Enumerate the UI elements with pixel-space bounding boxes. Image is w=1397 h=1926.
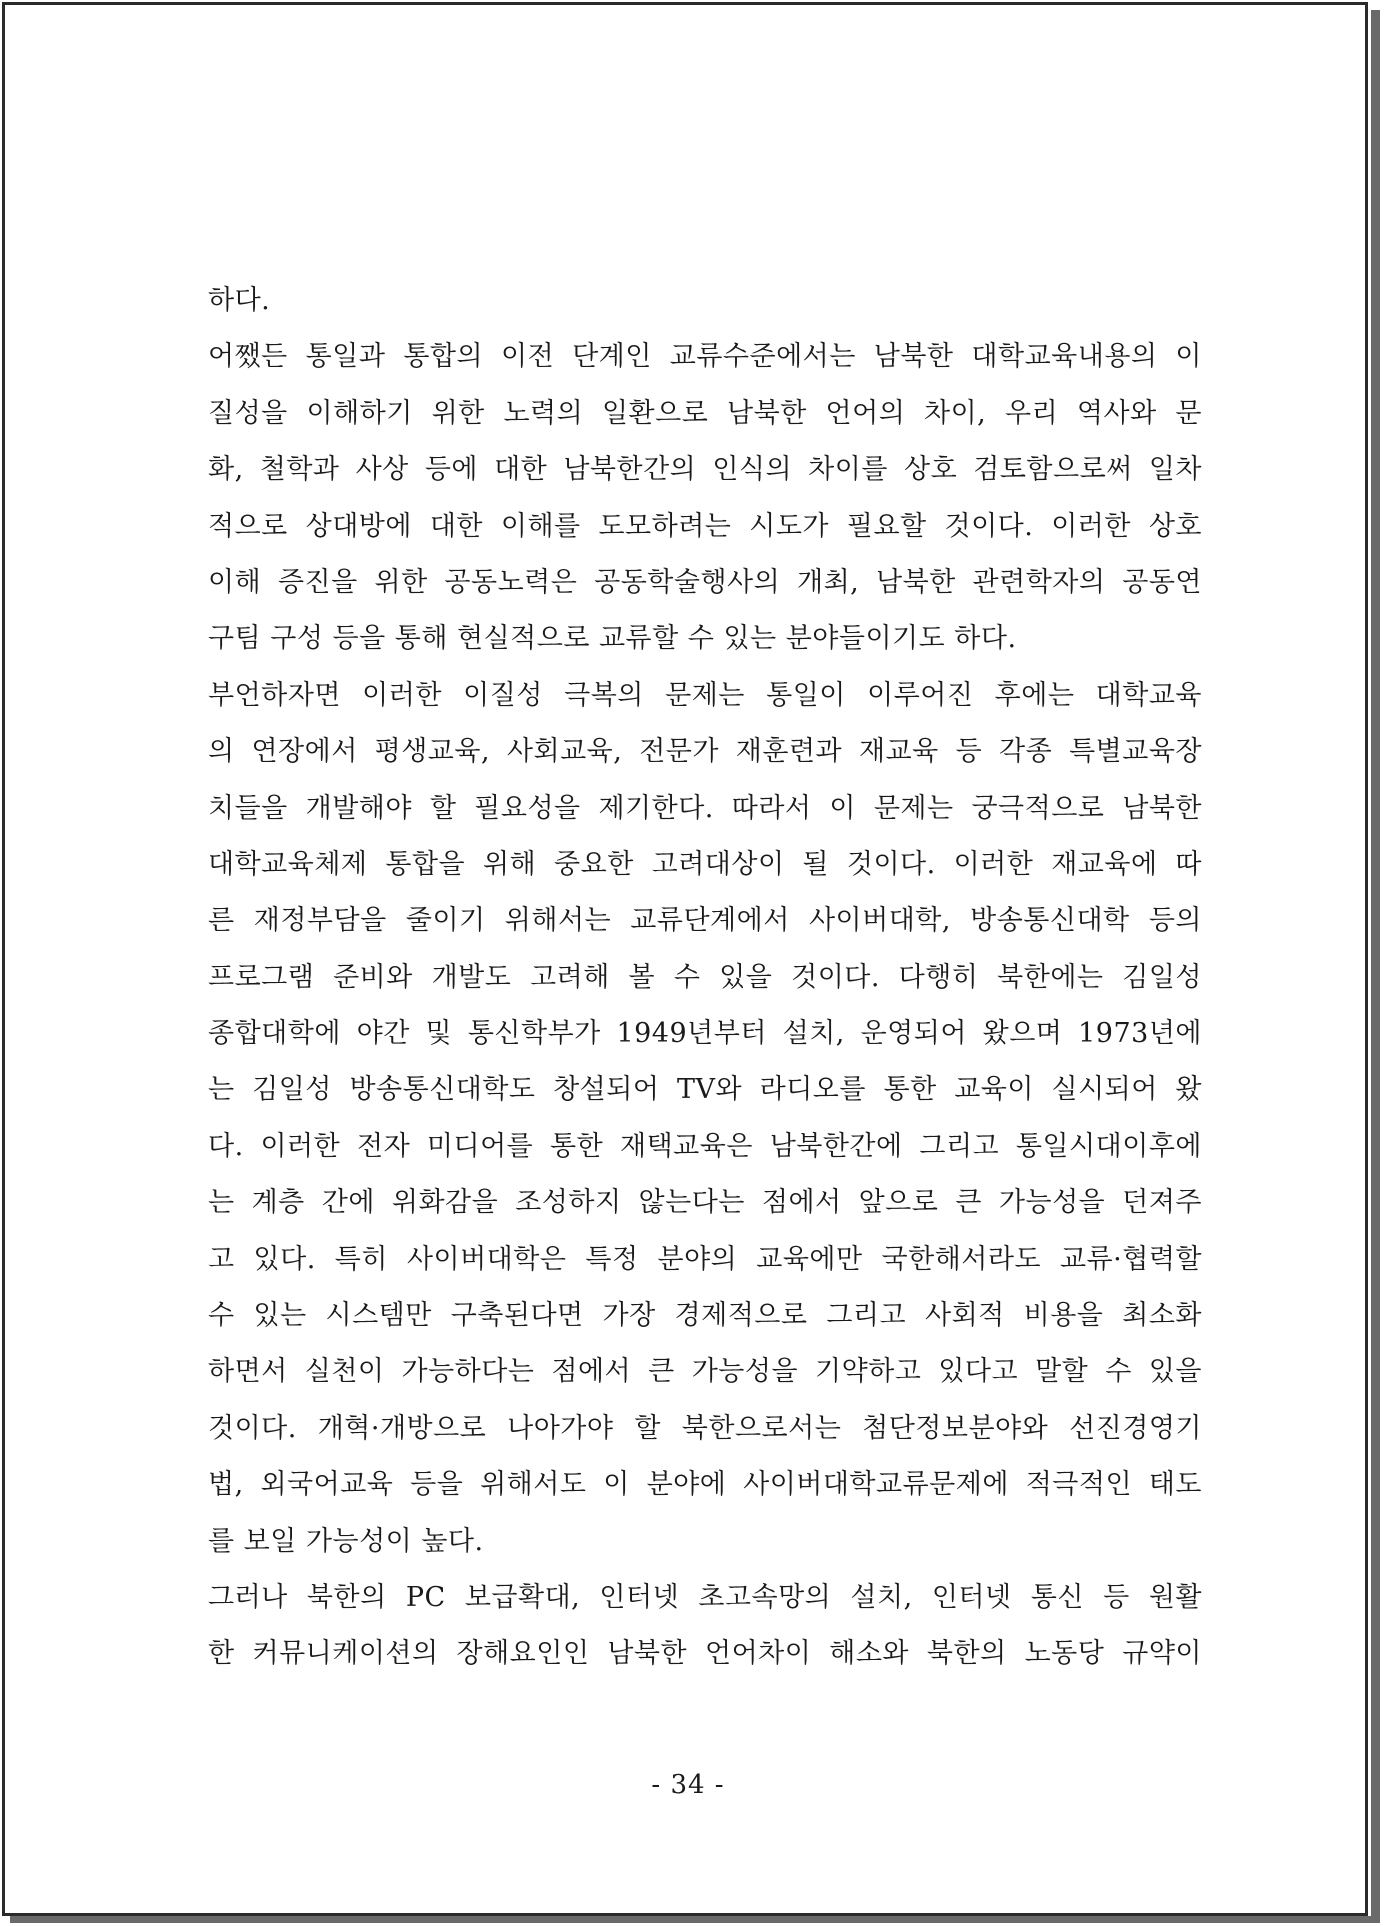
text-line: 그러나 북한의 PC 보급확대, 인터넷 초고속망의 설치, 인터넷 통신 등 원활 [208, 1581, 1202, 1613]
text-line: 한 커뮤니케이션의 장해요인인 남북한 언어차이 해소와 북한의 노동당 규약이 [208, 1638, 1202, 1670]
text-line: 법, 외국어교육 등을 위해서도 이 분야에 사이버대학교류문제에 적극적인 태도 [208, 1469, 1202, 1501]
text-line: 것이다. 개혁·개방으로 나아가야 할 북한으로서는 첨단정보분야와 선진경영기 [208, 1412, 1202, 1444]
text-line: 른 재정부담을 줄이기 위해서는 교류단계에서 사이버대학, 방송통신대학 등의 [208, 905, 1202, 937]
page-shadow-bottom [10, 1916, 1380, 1923]
page-number: - 34 - [651, 1770, 725, 1800]
text-line: 어쨌든 통일과 통합의 이전 단계인 교류수준에서는 남북한 대학교육내용의 이 [208, 341, 1202, 373]
body-text [208, 273, 1202, 1683]
text-line: 이해 증진을 위한 공동노력은 공동학술행사의 개최, 남북한 관련학자의 공동연 [208, 566, 1202, 598]
text-line: 다. 이러한 전자 미디어를 통한 재택교육은 남북한간에 그리고 통일시대이후에 [208, 1130, 1202, 1162]
text-line: 는 계층 간에 위화감을 조성하지 않는다는 점에서 앞으로 큰 가능성을 던져주 [208, 1187, 1202, 1219]
text-line: 프로그램 준비와 개발도 고려해 볼 수 있을 것이다. 다행히 북한에는 김일성 [208, 961, 1202, 993]
text-line: 대학교육체제 통합을 위해 중요한 고려대상이 될 것이다. 이러한 재교육에 따 [208, 848, 1202, 880]
text-line: 의 연장에서 평생교육, 사회교육, 전문가 재훈련과 재교육 등 각종 특별교육장 [208, 736, 1202, 768]
document-page [2, 2, 1368, 1916]
text-line: 를 보일 가능성이 높다. [208, 1525, 484, 1557]
text-line: 적으로 상대방에 대한 이해를 도모하려는 시도가 필요할 것이다. 이러한 상호 [208, 510, 1202, 542]
text-line: 고 있다. 특히 사이버대학은 특정 분야의 교육에만 국한해서라도 교류·협력할 [208, 1243, 1202, 1275]
text-line: 화, 철학과 사상 등에 대한 남북한간의 인식의 차이를 상호 검토함으로써 일차 [208, 454, 1202, 486]
text-line: 질성을 이해하기 위한 노력의 일환으로 남북한 언어의 차이, 우리 역사와 문 [208, 397, 1202, 429]
text-line: 구팀 구성 등을 통해 현실적으로 교류할 수 있는 분야들이기도 하다. [208, 623, 1017, 655]
text-line: 수 있는 시스템만 구축된다면 가장 경제적으로 그리고 사회적 비용을 최소화 [208, 1300, 1202, 1332]
text-line: 하다. [208, 285, 271, 316]
text-line: 치들을 개발해야 할 필요성을 제기한다. 따라서 이 문제는 궁극적으로 남북한 [208, 792, 1202, 824]
text-line: 하면서 실천이 가능하다는 점에서 큰 가능성을 기약하고 있다고 말할 수 있을 [208, 1356, 1202, 1388]
text-line: 부언하자면 이러한 이질성 극복의 문제는 통일이 이루어진 후에는 대학교육 [208, 679, 1202, 711]
text-line: 는 김일성 방송통신대학도 창설되어 TV와 라디오를 통한 교육이 실시되어 왔 [208, 1074, 1202, 1106]
page-shadow-right [1371, 10, 1380, 1921]
text-line: 종합대학에 야간 및 통신학부가 1949년부터 설치, 운영되어 왔으며 1973년에 [208, 1018, 1202, 1050]
